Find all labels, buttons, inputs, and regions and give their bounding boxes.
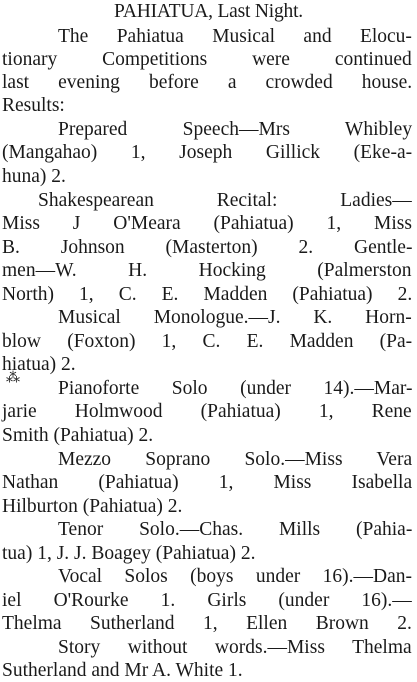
article-line-2: tionary Competitions were continued bbox=[2, 49, 412, 70]
article-line-4: Results: bbox=[2, 95, 65, 116]
article-line-7: huna) 2. bbox=[2, 166, 66, 187]
article-line-12: North) 1, C. E. Madden (Pahiatua) 2. bbox=[2, 284, 413, 305]
article-line-8: Shakespearean Recital: Ladies— bbox=[38, 190, 412, 211]
article-line-1: The Pahiatua Musical and Elocu- bbox=[58, 26, 412, 47]
article-line-3: last evening before a crowded house. bbox=[2, 72, 413, 93]
article-line-13: Musical Monologue.—J. K. Horn- bbox=[58, 307, 412, 328]
article-line-26: Thelma Sutherland 1, Ellen Brown 2. bbox=[2, 613, 412, 634]
article-line-19: Mezzo Soprano Solo.—Miss Vera bbox=[58, 449, 413, 470]
article-line-11: men—W. H. Hocking (Palmerston bbox=[2, 260, 412, 281]
dateline: PAHIATUA, Last Night. bbox=[113, 1, 303, 22]
ink-speck: ⁂ bbox=[6, 371, 20, 386]
article-line-18: Smith (Pahiatua) 2. bbox=[2, 425, 154, 446]
article-line-5: Prepared Speech—Mrs Whibley bbox=[58, 119, 413, 140]
article-line-9: Miss J O'Meara (Pahiatua) 1, Miss bbox=[2, 213, 412, 234]
article-line-27: Story without words.—Miss Thelma bbox=[58, 637, 412, 658]
article-line-10: B. Johnson (Masterton) 2. Gentle- bbox=[2, 237, 413, 258]
article-line-6: (Mangahao) 1, Joseph Gillick (Eke-a- bbox=[2, 142, 413, 163]
article-line-16: Pianoforte Solo (under 14).—Mar- bbox=[58, 378, 413, 399]
article-line-24: Vocal Solos (boys under 16).—Dan- bbox=[58, 566, 412, 587]
article-line-25: iel O'Rourke 1. Girls (under 16).— bbox=[2, 590, 412, 611]
article-line-23: tua) 1, J. J. Boagey (Pahiatua) 2. bbox=[2, 543, 256, 564]
article-line-17: jarie Holmwood (Pahiatua) 1, Rene bbox=[2, 401, 412, 422]
article-line-14: blow (Foxton) 1, C. E. Madden (Pa- bbox=[2, 331, 413, 352]
article-line-20: Nathan (Pahiatua) 1, Miss Isabella bbox=[2, 472, 413, 493]
article-line-21: Hilburton (Pahiatua) 2. bbox=[2, 496, 183, 517]
article-line-28: Sutherland and Mr A. White 1. bbox=[2, 660, 243, 681]
article-line-22: Tenor Solo.—Chas. Mills (Pahia- bbox=[58, 519, 413, 540]
article-line-15: hiatua) 2. bbox=[2, 354, 76, 375]
